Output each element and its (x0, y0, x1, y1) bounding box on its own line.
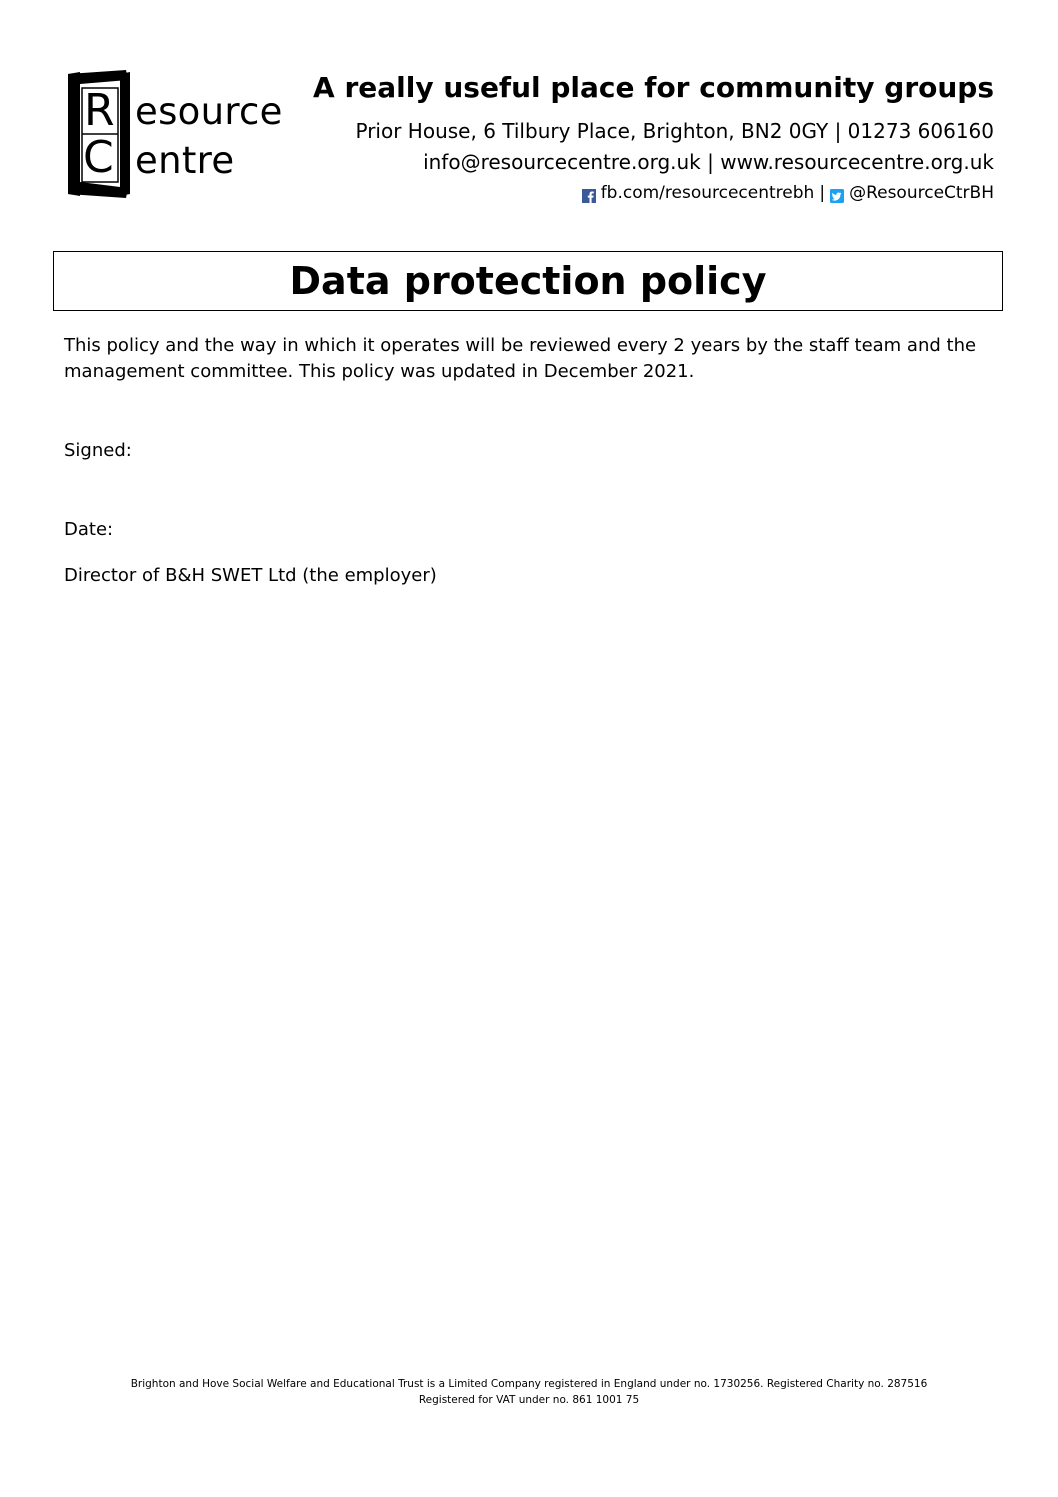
footer-registration-line: Brighton and Hove Social Welfare and Educational Trust is a Limited Company registered in England under no. 1730256. Registered Charity no. 287516 (130, 1378, 928, 1390)
social-separator: | (819, 183, 826, 203)
address-line: Prior House, 6 Tilbury Place, Brighton, BN2 0GY | 01273 606160 (355, 119, 994, 143)
footer-vat-line: Registered for VAT under no. 861 1001 75 (418, 1394, 640, 1406)
director-line: Director of B&H SWET Ltd (the employer) (64, 565, 437, 586)
resource-centre-logo (66, 70, 296, 198)
title-box (53, 251, 1003, 311)
twitter-icon (830, 186, 844, 200)
date-label: Date: (64, 519, 114, 540)
logo-word-centre: entre (135, 139, 235, 182)
web-contact-line: info@resourcecentre.org.uk | www.resourcecentre.org.uk (423, 150, 994, 174)
twitter-link[interactable]: @ResourceCtrBH (849, 183, 994, 203)
intro-paragraph: This policy and the way in which it operates will be reviewed every 2 years by the staff team and the management committee. This policy was updated in December 2021. (64, 335, 977, 382)
footer (0, 1376, 1058, 1408)
logo-word-resource: esource (135, 90, 283, 133)
social-links (313, 181, 994, 205)
page-title: Data protection policy (289, 259, 767, 303)
logo-letter-c: C (83, 132, 114, 183)
letterhead (313, 68, 994, 205)
facebook-link[interactable]: fb.com/resourcecentrebh (600, 183, 815, 203)
facebook-icon (582, 186, 596, 200)
signed-label: Signed: (64, 440, 132, 461)
logo-letter-r: R (84, 85, 115, 136)
tagline: A really useful place for community groups (313, 71, 994, 104)
